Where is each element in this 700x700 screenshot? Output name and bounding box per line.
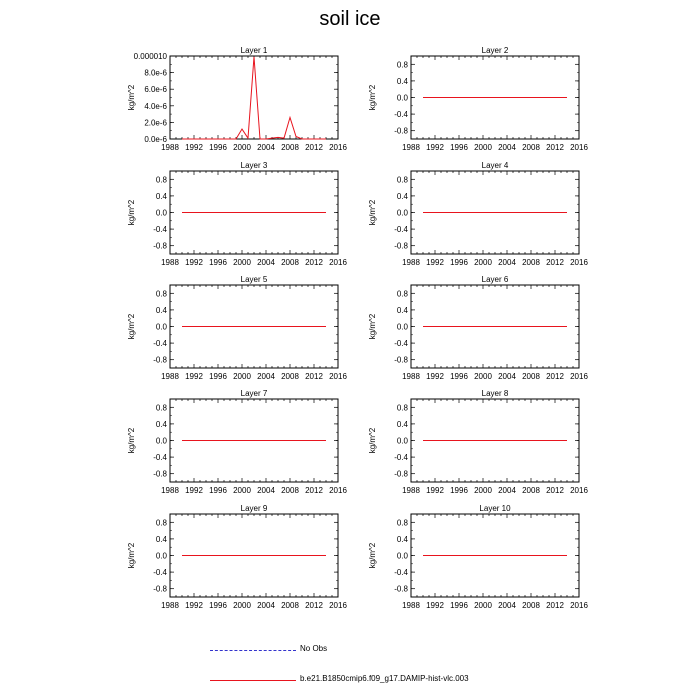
x-tick-label: 1992 [426,143,444,152]
y-axis-label: kg/m^2 [127,427,136,454]
x-tick-label: 1988 [161,486,179,495]
y-axis-label: kg/m^2 [368,542,377,569]
x-tick-label: 2008 [281,258,299,267]
y-tick-label: -0.8 [153,469,167,479]
panel-title: Layer 8 [481,389,509,398]
y-tick-label: 0.0 [155,208,167,218]
x-tick-label: 2004 [498,372,516,381]
y-tick-label: -0.4 [153,453,167,463]
y-tick-label: 0.4 [396,191,408,201]
x-tick-label: 2000 [233,143,251,152]
y-tick-label: -0.4 [153,339,167,349]
x-tick-label: 2012 [305,258,323,267]
panel-title: Layer 2 [481,46,509,55]
y-axis-label: kg/m^2 [368,199,377,226]
x-tick-label: 1988 [161,258,179,267]
y-tick-label: -0.8 [394,584,408,594]
y-tick-label: 2.0e-6 [144,118,167,128]
series-line [182,57,326,139]
panel-layer-9 [127,504,347,610]
panel-layer-6 [368,275,588,381]
panel-title: Layer 5 [240,275,268,284]
x-tick-label: 2016 [329,486,347,495]
y-tick-label: 0.0 [396,93,408,103]
x-tick-label: 2004 [498,258,516,267]
x-tick-label: 1992 [185,372,203,381]
x-tick-label: 2004 [257,258,275,267]
x-tick-label: 1996 [209,601,227,610]
x-tick-label: 2004 [498,143,516,152]
panel-layer-3 [127,161,347,267]
x-tick-label: 2004 [498,486,516,495]
y-tick-label: -0.8 [153,355,167,365]
y-tick-label: -0.4 [394,225,408,235]
panel-title: Layer 10 [479,504,511,513]
y-tick-label: -0.4 [394,339,408,349]
x-tick-label: 2012 [546,143,564,152]
panel-title: Layer 9 [240,504,268,513]
y-axis-label: kg/m^2 [368,427,377,454]
x-tick-label: 2016 [329,601,347,610]
panel-title: Layer 1 [240,46,268,55]
x-tick-label: 2000 [474,601,492,610]
legend-label: No Obs [300,644,328,653]
x-tick-label: 1988 [161,372,179,381]
y-tick-label: -0.4 [394,453,408,463]
y-axis-label: kg/m^2 [127,84,136,111]
x-tick-label: 2008 [281,372,299,381]
y-tick-label: 0.0 [155,436,167,446]
x-tick-label: 1996 [209,372,227,381]
x-tick-label: 2008 [281,601,299,610]
x-tick-label: 1996 [450,601,468,610]
panel-layer-10 [368,504,588,610]
y-tick-label: 0.4 [155,191,167,201]
y-tick-label: 0.0 [396,436,408,446]
y-tick-label: 0.8 [396,175,408,185]
y-tick-label: 0.4 [396,305,408,315]
x-tick-label: 1988 [161,143,179,152]
x-tick-label: 2000 [233,601,251,610]
x-tick-label: 2000 [233,486,251,495]
x-tick-label: 2000 [233,258,251,267]
x-tick-label: 2004 [498,601,516,610]
panel-layer-7 [127,389,347,495]
x-tick-label: 1996 [209,258,227,267]
x-tick-label: 2012 [546,601,564,610]
x-tick-label: 2016 [570,372,588,381]
panel-layer-5 [127,275,347,381]
y-tick-label: 0.8 [155,175,167,185]
x-tick-label: 2008 [522,258,540,267]
plot-frame [170,56,338,139]
x-tick-label: 2012 [546,258,564,267]
x-tick-label: 2016 [570,258,588,267]
y-tick-label: 0.4 [155,305,167,315]
y-tick-label: 0.4 [396,76,408,86]
x-tick-label: 2016 [329,143,347,152]
x-tick-label: 2008 [281,486,299,495]
panel-title: Layer 7 [240,389,268,398]
x-tick-label: 1988 [402,486,420,495]
y-tick-label: -0.8 [394,355,408,365]
panel-title: Layer 3 [240,161,268,170]
x-tick-label: 1992 [426,258,444,267]
x-tick-label: 1992 [426,372,444,381]
x-tick-label: 2000 [474,258,492,267]
x-tick-label: 2012 [305,372,323,381]
panel-layer-4 [368,161,588,267]
x-tick-label: 2000 [233,372,251,381]
x-tick-label: 2008 [522,143,540,152]
x-tick-label: 1988 [161,601,179,610]
legend-swatch-dashed [210,650,296,651]
x-tick-label: 2012 [305,486,323,495]
x-tick-label: 1988 [402,143,420,152]
y-tick-label: 0.0 [396,322,408,332]
y-tick-label: 0.4 [396,419,408,429]
x-tick-label: 2016 [570,486,588,495]
x-tick-label: 1992 [426,486,444,495]
y-tick-label: 0.0 [396,551,408,561]
x-tick-label: 2000 [474,143,492,152]
x-tick-label: 2004 [257,372,275,381]
y-tick-label: 0.4 [155,534,167,544]
y-axis-label: kg/m^2 [368,313,377,340]
y-tick-label: -0.4 [153,225,167,235]
legend-entry-no-obs [210,643,610,657]
x-tick-label: 2008 [522,486,540,495]
y-axis-label: kg/m^2 [127,199,136,226]
x-tick-label: 1992 [185,258,203,267]
y-tick-label: -0.8 [153,241,167,251]
y-tick-label: -0.8 [394,241,408,251]
page-title: soil ice [319,8,381,30]
y-tick-label: 0.0 [396,208,408,218]
y-tick-label: 0.0 [155,322,167,332]
y-tick-label: -0.8 [394,469,408,479]
y-tick-label: 4.0e-6 [144,101,167,111]
y-axis-label: kg/m^2 [127,313,136,340]
x-tick-label: 2008 [522,601,540,610]
legend-swatch-solid [210,680,296,681]
x-tick-label: 1992 [185,486,203,495]
y-tick-label: 0.000010 [133,52,167,61]
x-tick-label: 1992 [185,143,203,152]
x-tick-label: 2004 [257,143,275,152]
y-tick-label: 0.0e-6 [144,135,167,144]
x-tick-label: 2012 [546,486,564,495]
x-tick-label: 2016 [329,372,347,381]
y-tick-label: 0.8 [396,518,408,528]
x-tick-label: 1996 [209,486,227,495]
y-tick-label: 0.4 [396,534,408,544]
x-tick-label: 2004 [257,601,275,610]
x-tick-label: 2004 [257,486,275,495]
x-tick-label: 1996 [209,143,227,152]
x-tick-label: 2000 [474,486,492,495]
x-tick-label: 1996 [450,258,468,267]
y-tick-label: 0.0 [155,551,167,561]
y-tick-label: -0.8 [394,126,408,136]
x-tick-label: 2016 [329,258,347,267]
panel-layer-8 [368,389,588,495]
y-tick-label: 0.4 [155,419,167,429]
y-tick-label: 0.8 [396,60,408,70]
x-tick-label: 1992 [426,601,444,610]
panel-title: Layer 4 [481,161,509,170]
x-tick-label: 2000 [474,372,492,381]
legend-label: b.e21.B1850cmip6.f09_g17.DAMIP-hist-vlc.003 [300,674,469,683]
x-tick-label: 2008 [522,372,540,381]
y-tick-label: -0.4 [153,568,167,578]
x-tick-label: 1996 [450,143,468,152]
y-tick-label: 0.8 [155,403,167,413]
y-tick-label: 0.8 [396,403,408,413]
y-tick-label: 0.8 [396,289,408,299]
y-tick-label: 0.8 [155,289,167,299]
y-tick-label: 0.8 [155,518,167,528]
x-tick-label: 1996 [450,372,468,381]
x-tick-label: 2008 [281,143,299,152]
x-tick-label: 1988 [402,372,420,381]
x-tick-label: 2012 [546,372,564,381]
panel-title: Layer 6 [481,275,509,284]
x-tick-label: 2012 [305,143,323,152]
panel-layer-2 [368,46,588,152]
x-tick-label: 2016 [570,143,588,152]
x-tick-label: 1988 [402,258,420,267]
y-axis-label: kg/m^2 [368,84,377,111]
y-tick-label: -0.4 [394,110,408,120]
y-tick-label: 6.0e-6 [144,85,167,95]
x-tick-label: 1988 [402,601,420,610]
x-tick-label: 1992 [185,601,203,610]
y-tick-label: 8.0e-6 [144,68,167,78]
x-tick-label: 2012 [305,601,323,610]
panel-layer-1 [127,46,347,152]
y-tick-label: -0.8 [153,584,167,594]
x-tick-label: 1996 [450,486,468,495]
legend-entry-model [210,673,610,687]
y-tick-label: -0.4 [394,568,408,578]
x-tick-label: 2016 [570,601,588,610]
y-axis-label: kg/m^2 [127,542,136,569]
